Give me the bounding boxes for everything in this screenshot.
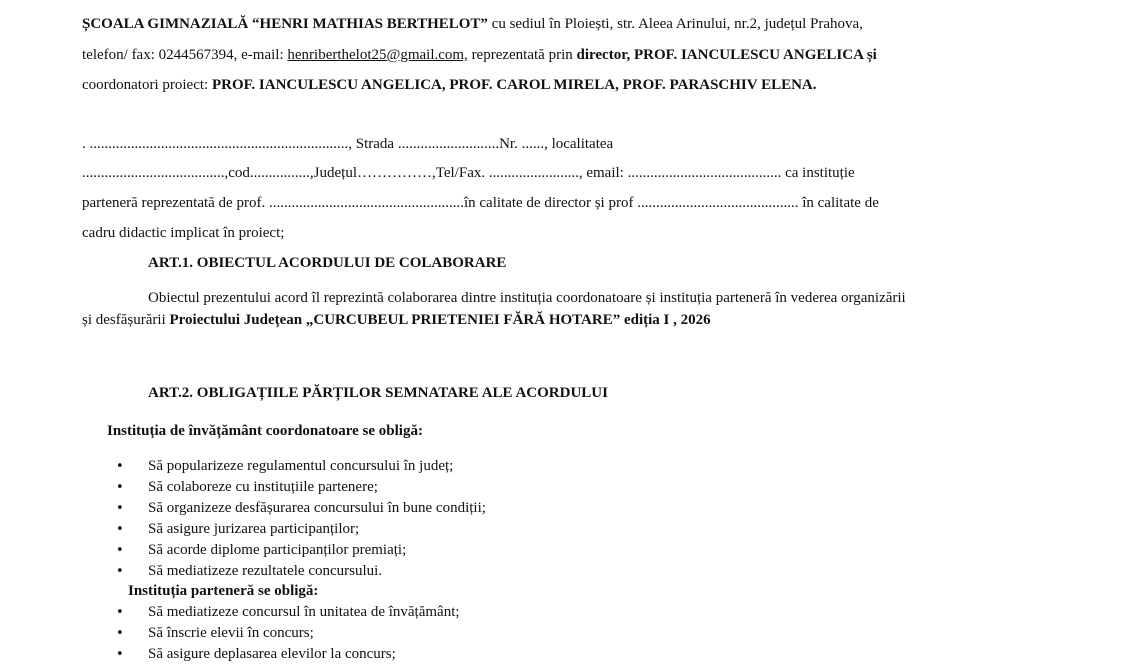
list-item: •Să mediatizeze concursul în unitatea de învățământ; (116, 602, 460, 623)
bullet-icon (116, 456, 148, 477)
bullet-icon (116, 644, 148, 665)
art1-text-1: Obiectul prezentului acord îl reprezintă colaborarea dintre instituția coordonatoare și instituția parteneră în vederea organizării (148, 290, 906, 306)
list-item: •Să colaboreze cu instituțiile partenere; (116, 477, 378, 498)
header-line-2 (82, 45, 877, 65)
bullet-icon (116, 540, 148, 561)
phone-text: telefon/ fax: 0244567394, (82, 47, 242, 63)
partner-line-2: ......................................,cod................,Județul……………,Tel/Fax. ........................, email: ......................................... ca instituție (82, 165, 855, 181)
email-link[interactable]: henriberthelot25@gmail.com, (287, 47, 468, 63)
coordinators-label: coordonatori proiect: (82, 77, 212, 93)
art1-text-2 (82, 310, 711, 330)
coordinators-names: PROF. IANCULESCU ANGELICA, PROF. CAROL MIRELA, PROF. PARASCHIV ELENA. (211, 77, 817, 93)
header-line-3 (82, 75, 817, 95)
email-label: e-mail: (241, 47, 288, 63)
bullet-icon (116, 519, 148, 540)
list-item: •Să mediatizeze rezultatele concursului. (116, 561, 382, 582)
bullet-icon (116, 477, 148, 498)
director-label: director, (576, 47, 631, 63)
partner-line-1: . ....................................................................., Strada ...........................Nr. ......, localitatea (82, 136, 614, 152)
coordinator-obligations-heading: Instituția de învățământ coordonatoare se obligă: (107, 423, 423, 439)
bullet-icon (116, 623, 148, 644)
list-item: •Să înscrie elevii în concurs; (116, 623, 314, 644)
bullet-icon (116, 602, 148, 623)
art1-title: ART.1. OBIECTUL ACORDULUI DE COLABORARE (148, 255, 507, 271)
represented-by: reprezentată prin (467, 47, 577, 63)
director-name: PROF. IANCULESCU ANGELICA și (630, 47, 877, 63)
bullet-icon (116, 561, 148, 582)
list-item: •Să asigure deplasarea elevilor la concurs; (116, 644, 396, 665)
list-item: •Să asigure jurizarea participanților; (116, 519, 359, 540)
partner-line-3: parteneră reprezentată de prof. ....................................................în calitate de director și prof ........................................... în calitate de (82, 195, 879, 211)
list-item: •Să popularizeze regulamentul concursului în județ; (116, 456, 453, 477)
list-item: •Să acorde diplome participanților premiați; (116, 540, 406, 561)
partner-line-4: cadru didactic implicat în proiect; (82, 225, 285, 241)
art1-text-2-start: și desfășurării (82, 312, 170, 328)
partner-obligations-heading: Instituția parteneră se obligă: (128, 583, 319, 599)
art2-title: ART.2. OBLIGAȚIILE PĂRȚILOR SEMNATARE ALE ACORDULUI (148, 385, 608, 401)
project-name: Proiectului Județean „CURCUBEUL PRIETENIEI FĂRĂ HOTARE” ediția I , 2026 (169, 312, 711, 328)
header-line-1 (82, 14, 863, 34)
bullet-icon (116, 498, 148, 519)
list-item: •Să organizeze desfășurarea concursului în bune condiții; (116, 498, 486, 519)
school-address: cu sediul în Ploiești, str. Aleea Arinului, nr.2, județul Prahova, (487, 16, 863, 32)
school-name: ȘCOALA GIMNAZIALĂ “HENRI MATHIAS BERTHELOT” (82, 16, 488, 32)
